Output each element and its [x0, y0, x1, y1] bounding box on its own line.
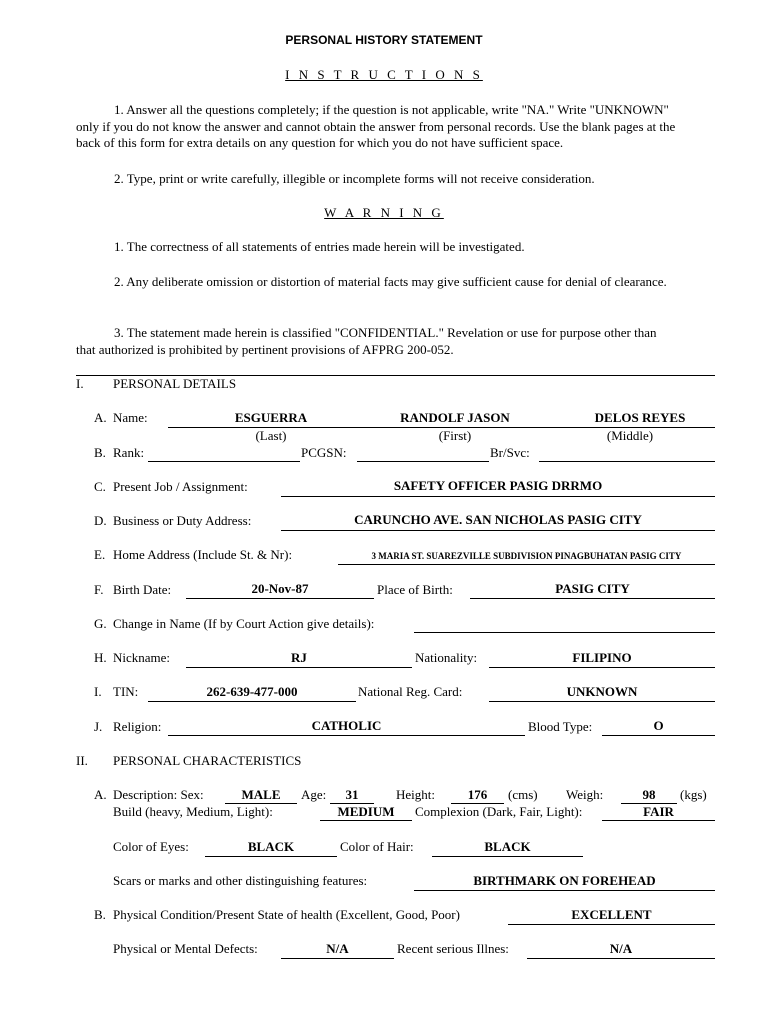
- last-caption: (Last): [255, 428, 287, 443]
- weigh-label: Weigh:: [566, 787, 604, 802]
- pcgsn-label: PCGSN:: [301, 445, 347, 460]
- home-label: Home Address (Include St. & Nr):: [113, 547, 293, 562]
- description-letter: A.: [94, 787, 107, 802]
- scars-label: Scars or marks and other distinguishing features:: [113, 873, 368, 888]
- nickname-field[interactable]: [186, 667, 412, 668]
- business-value: CARUNCHO AVE. SAN NICHOLAS PASIG CITY: [354, 512, 642, 527]
- change-letter: G.: [94, 616, 107, 631]
- scars-field[interactable]: [414, 890, 715, 891]
- height-label: Height:: [396, 787, 435, 802]
- section-1-title: PERSONAL DETAILS: [113, 376, 237, 391]
- defects-field[interactable]: [281, 958, 394, 959]
- build-label: Build (heavy, Medium, Light):: [113, 804, 273, 819]
- defects-value: N/A: [326, 941, 349, 956]
- religion-letter: J.: [94, 719, 103, 734]
- name-letter: A.: [94, 410, 107, 425]
- birth-date-field[interactable]: [186, 598, 374, 599]
- birth-date-value: 20-Nov-87: [251, 581, 309, 596]
- scars-value: BIRTHMARK ON FOREHEAD: [473, 873, 656, 888]
- complexion-label: Complexion (Dark, Fair, Light):: [415, 804, 583, 819]
- tin-label: TIN:: [113, 684, 139, 699]
- middle-caption: (Middle): [606, 428, 654, 443]
- blood-type-value: O: [653, 718, 664, 733]
- name-label: Name:: [113, 410, 148, 425]
- home-field[interactable]: [338, 564, 715, 565]
- first-caption: (First): [438, 428, 472, 443]
- complexion-value: FAIR: [643, 804, 674, 819]
- change-field[interactable]: [414, 632, 715, 633]
- sex-value: MALE: [241, 787, 281, 802]
- religion-value: CATHOLIC: [311, 718, 382, 733]
- business-letter: D.: [94, 513, 107, 528]
- place-birth-label: Place of Birth:: [377, 582, 453, 597]
- tin-value: 262-639-477-000: [206, 684, 298, 699]
- birth-letter: F.: [94, 582, 104, 597]
- hair-label: Color of Hair:: [340, 839, 414, 854]
- brsvc-field[interactable]: [539, 461, 715, 462]
- place-birth-field[interactable]: [470, 598, 715, 599]
- warning-item-3: 3. The statement made herein is classified "CONFIDENTIAL." Revelation or use for purpose other than that authorized is prohibited by pertinent provisions of AFPRG 200-052.: [76, 325, 657, 357]
- warning-item-1: 1. The correctness of all statements of entries made herein will be investigated.: [114, 239, 525, 254]
- height-value: 176: [467, 787, 488, 802]
- warning-item-2: 2. Any deliberate omission or distortion of material facts may give sufficient cause for denial of clearance.: [114, 274, 667, 289]
- reg-card-label: National Reg. Card:: [358, 684, 463, 699]
- nickname-letter: H.: [94, 650, 107, 665]
- pcgsn-field[interactable]: [357, 461, 489, 462]
- condition-value: EXCELLENT: [571, 907, 652, 922]
- warning-heading: W A R N I N G: [324, 205, 444, 220]
- tin-field[interactable]: [148, 701, 356, 702]
- kgs-unit: (kgs): [680, 787, 707, 802]
- eyes-label: Color of Eyes:: [113, 839, 189, 854]
- rank-field[interactable]: [148, 461, 300, 462]
- illness-value: N/A: [609, 941, 633, 956]
- instruction-item-2: 2. Type, print or write carefully, illegible or incomplete forms will not receive consideration.: [114, 171, 595, 186]
- eyes-value: BLACK: [247, 839, 295, 854]
- build-field[interactable]: [320, 820, 412, 821]
- defects-label: Physical or Mental Defects:: [113, 941, 258, 956]
- illness-field[interactable]: [527, 958, 715, 959]
- weight-value: 98: [642, 787, 656, 802]
- build-value: MEDIUM: [337, 804, 395, 819]
- eyes-field[interactable]: [205, 856, 337, 857]
- rank-letter: B.: [94, 445, 106, 460]
- home-letter: E.: [94, 547, 106, 562]
- religion-label: Religion:: [113, 719, 162, 734]
- job-value: SAFETY OFFICER PASIG DRRMO: [393, 478, 603, 493]
- place-birth-value: PASIG CITY: [555, 581, 630, 596]
- reg-card-field[interactable]: [489, 701, 715, 702]
- section-1-number: I.: [76, 376, 84, 391]
- reg-card-value: UNKNOWN: [566, 684, 638, 699]
- instruction-item-1: 1. Answer all the questions completely; if the question is not applicable, write "NA." Write "UNKNOWN" only if you do not know the answer and cannot obtain the answer from personal records. Use the blank pages at the back of this form for extra details on any question for which you do not have sufficient space.: [76, 102, 676, 150]
- last-name-value: ESGUERRA: [234, 410, 308, 425]
- blood-type-field[interactable]: [602, 735, 715, 736]
- religion-field[interactable]: [168, 735, 525, 736]
- cms-unit: (cms): [508, 787, 538, 802]
- section-2-title: PERSONAL CHARACTERISTICS: [113, 753, 302, 768]
- nickname-value: RJ: [291, 650, 307, 665]
- section-2-number: II.: [76, 753, 88, 768]
- condition-letter: B.: [94, 907, 106, 922]
- job-field[interactable]: [281, 496, 715, 497]
- first-name-value: RANDOLF JASON: [400, 410, 510, 425]
- brsvc-label: Br/Svc:: [490, 445, 530, 460]
- rank-label: Rank:: [113, 445, 145, 460]
- business-field[interactable]: [281, 530, 715, 531]
- illness-label: Recent serious Illnes:: [397, 941, 509, 956]
- hair-field[interactable]: [432, 856, 583, 857]
- blood-type-label: Blood Type:: [528, 719, 593, 734]
- middle-name-value: DELOS REYES: [594, 410, 686, 425]
- document-title: PERSONAL HISTORY STATEMENT: [285, 33, 483, 47]
- condition-field[interactable]: [508, 924, 715, 925]
- age-label: Age:: [301, 787, 327, 802]
- complexion-field[interactable]: [602, 820, 715, 821]
- instructions-heading: I N S T R U C T I O N S: [285, 67, 483, 82]
- description-label: Description: Sex:: [113, 787, 204, 802]
- tin-letter: I.: [94, 684, 102, 699]
- nationality-value: FILIPINO: [572, 650, 632, 665]
- hair-value: BLACK: [484, 839, 531, 854]
- job-letter: C.: [94, 479, 106, 494]
- business-label: Business or Duty Address:: [113, 513, 252, 528]
- change-label: Change in Name (If by Court Action give details):: [113, 616, 375, 631]
- home-value: 3 MARIA ST. SUAREZVILLE SUBDIVISION PINAGBUHATAN PASIG CITY: [371, 551, 682, 561]
- nickname-label: Nickname:: [113, 650, 171, 665]
- job-label: Present Job / Assignment:: [113, 479, 248, 494]
- nationality-field[interactable]: [489, 667, 715, 668]
- age-value: 31: [345, 787, 359, 802]
- nationality-label: Nationality:: [415, 650, 478, 665]
- condition-label: Physical Condition/Present State of health (Excellent, Good, Poor): [113, 907, 460, 922]
- birth-label: Birth Date:: [113, 582, 172, 597]
